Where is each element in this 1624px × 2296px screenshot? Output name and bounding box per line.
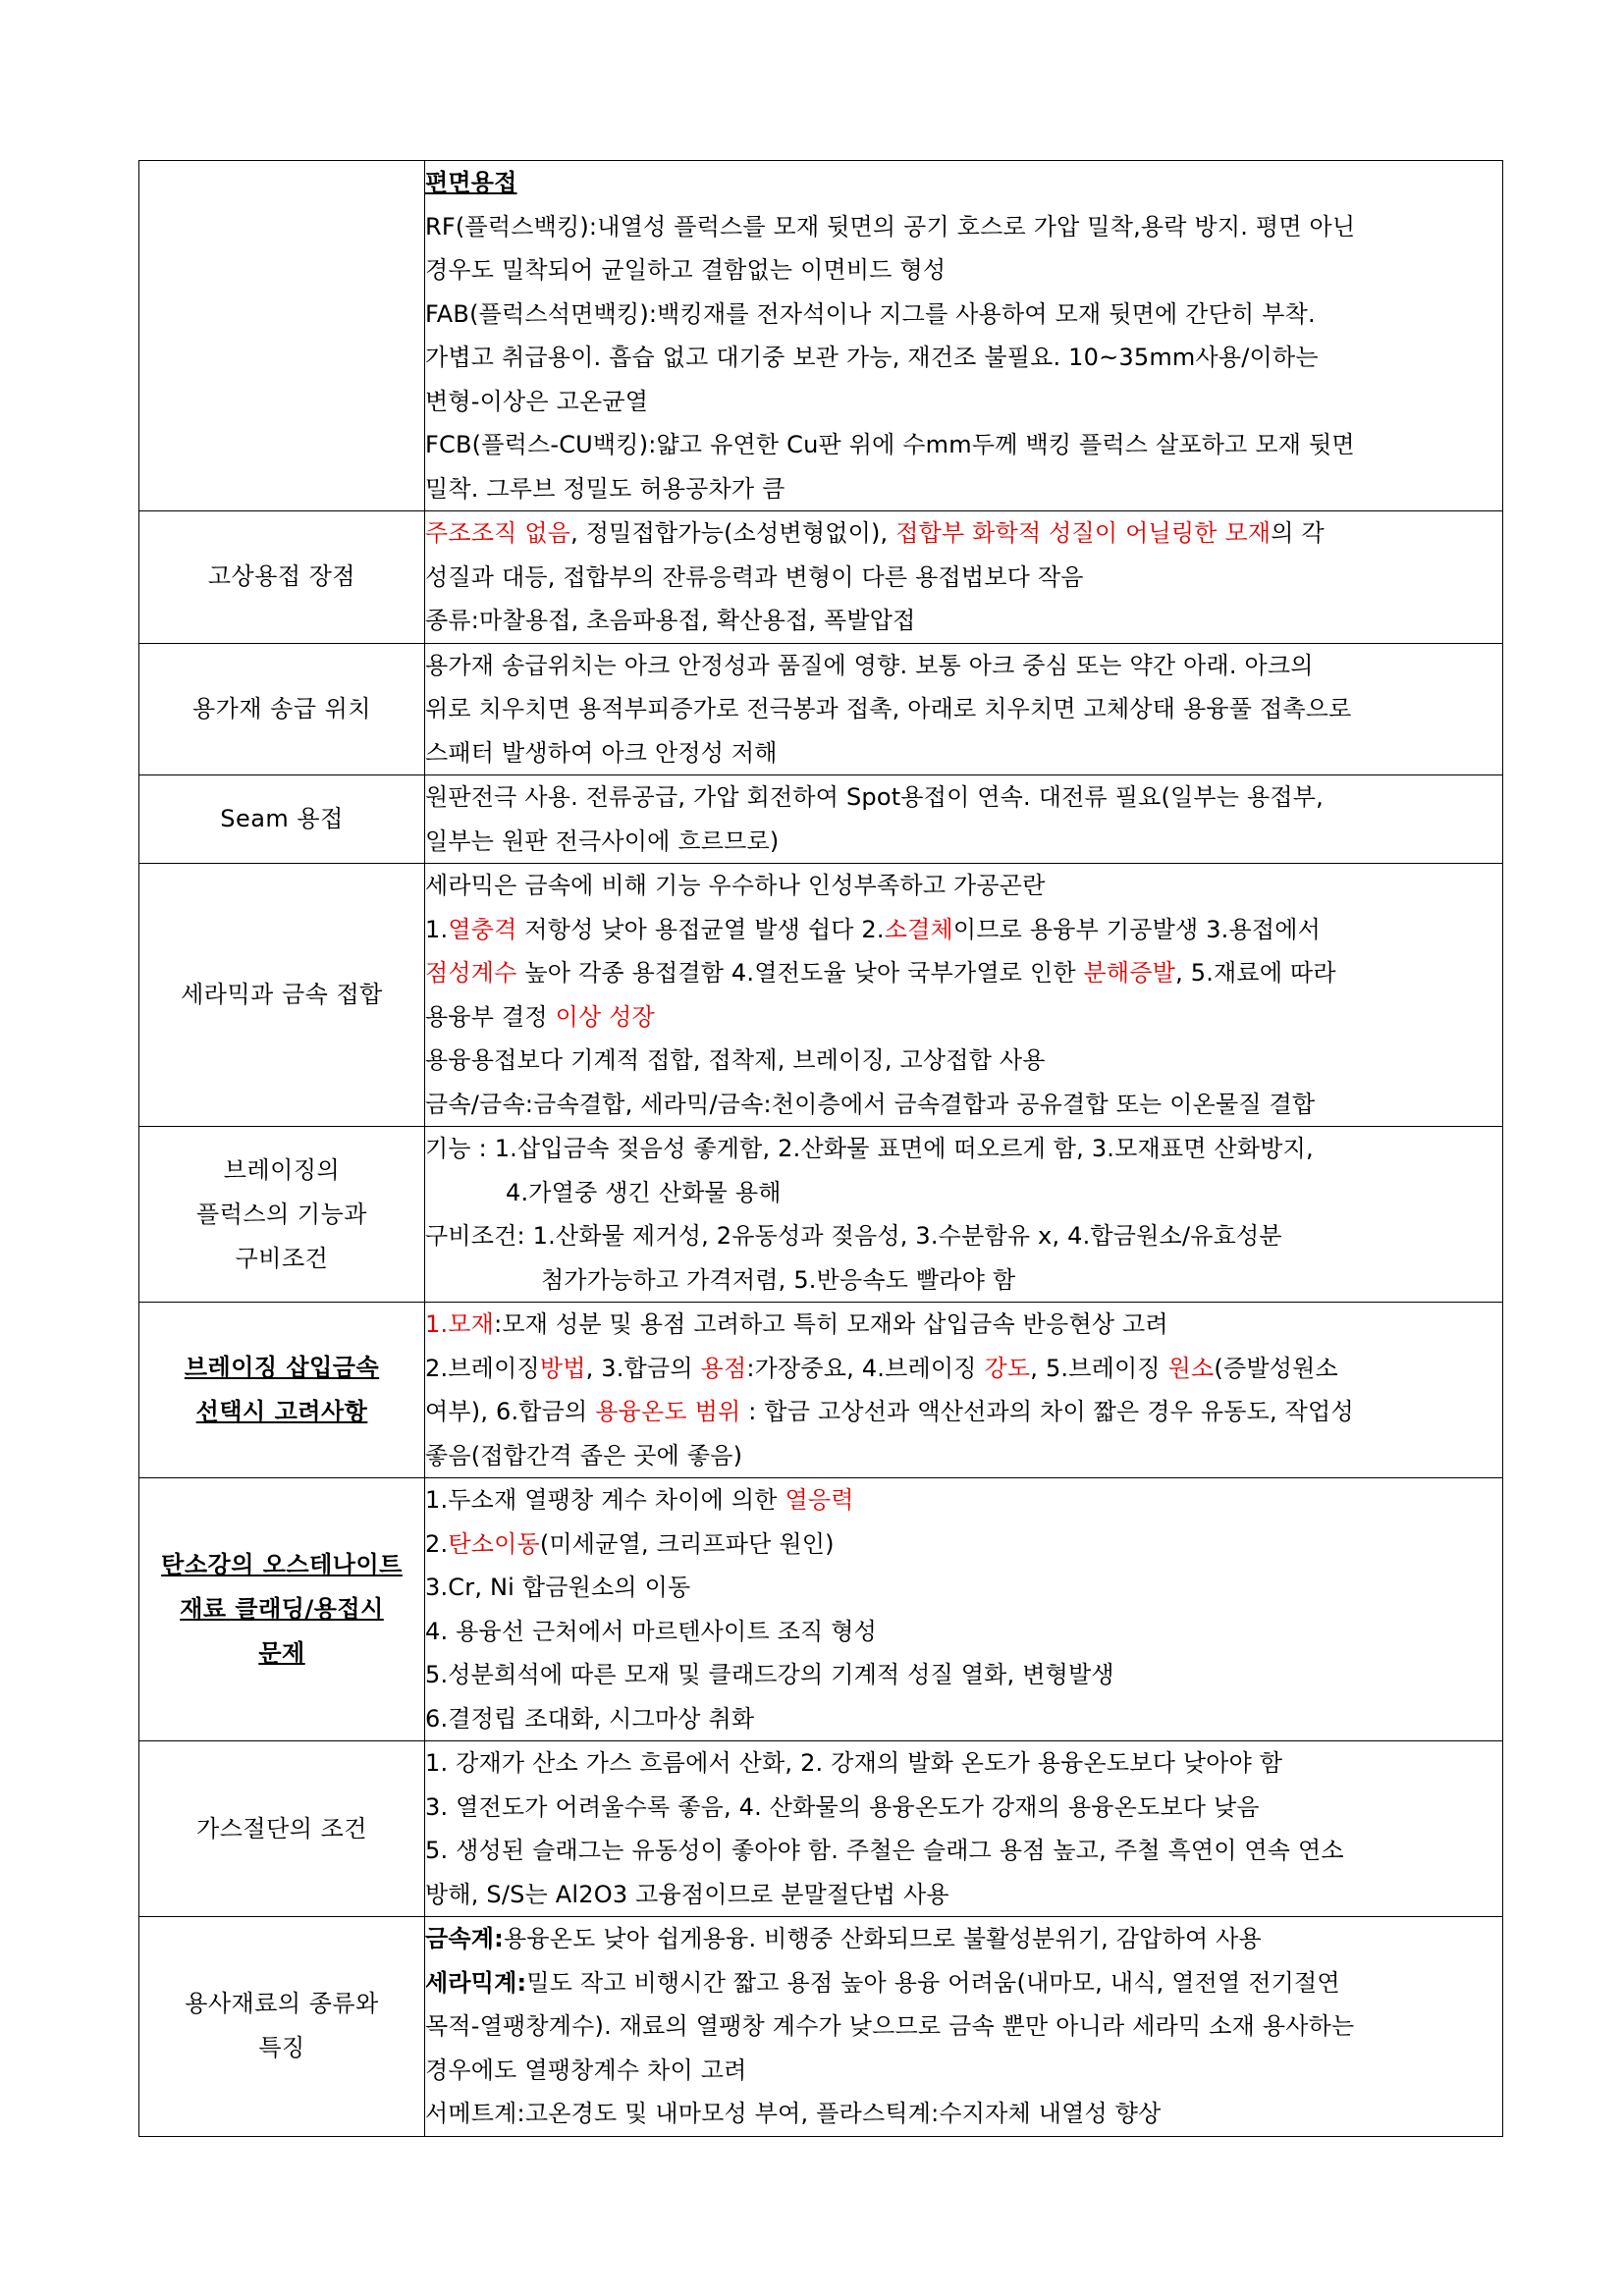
row-label <box>139 1346 424 1434</box>
content-line <box>425 161 1502 205</box>
text-span: 1.두소재 열팽창 계수 차이에 의한 <box>425 1486 785 1514</box>
table-row <box>139 1741 1503 1917</box>
row-content-cell <box>425 775 1503 864</box>
content-line <box>425 1653 1502 1697</box>
label-line: 특징 <box>258 2034 305 2062</box>
content-line <box>425 205 1502 249</box>
row-content-cell <box>425 643 1503 775</box>
row-label-cell <box>139 161 425 511</box>
table-row <box>139 1478 1503 1741</box>
row-content <box>425 1478 1502 1740</box>
text-span: 방해, S/S는 Al2O3 고융점이므로 분말절단법 사용 <box>425 1880 949 1908</box>
text-span: 용가재 송급위치는 아크 안정성과 품질에 영향. 보통 아크 중심 또는 약간 아래. 아크의 <box>425 651 1314 679</box>
label-line <box>139 1543 424 1587</box>
row-content-cell <box>425 1303 1503 1478</box>
text-span: , 5.브레이징 <box>1030 1354 1168 1382</box>
table-row <box>139 1303 1503 1478</box>
text-span: 높아 각종 용접결함 4.열전도율 낮아 국부가열로 인한 <box>516 959 1084 987</box>
text-span: 가볍고 취급용이. 흡습 없고 대기중 보관 가능, 재건조 불필요. 10~35mm사용/이하는 <box>425 344 1319 371</box>
row-label-cell <box>139 643 425 775</box>
content-line <box>425 1786 1502 1830</box>
text-span: 좋음(접합간격 좁은 곳에 좋음) <box>425 1441 743 1469</box>
content-line <box>425 1083 1502 1127</box>
content-line <box>425 1610 1502 1654</box>
row-label-cell <box>139 864 425 1127</box>
text-span: RF(플럭스백킹):내열성 플럭스를 모재 뒷면의 공기 호스로 가압 밀착,용락 방지. 평면 아닌 <box>425 212 1356 240</box>
content-line <box>425 423 1502 467</box>
text-span: 5.성분희석에 따른 모재 및 클래드강의 기계적 성질 열화, 변형발생 <box>425 1661 1114 1688</box>
row-content <box>425 1303 1502 1477</box>
table-row <box>139 161 1503 511</box>
text-span: , 3.합금의 <box>585 1354 701 1382</box>
content-line <box>425 731 1502 775</box>
row-label-cell <box>139 775 425 864</box>
label-text: 탄소강의 오스테나이트 <box>161 1551 403 1578</box>
text-span: 일부는 원판 전극사이에 흐르므로) <box>425 827 780 855</box>
text-span: 4. 용융선 근처에서 마르텐사이트 조직 형성 <box>425 1617 877 1645</box>
text-span: 용융온도 낮아 쉽게용융. 비행중 산화되므로 불활성분위기, 감압하여 사용 <box>503 1925 1262 1952</box>
text-span: 세라믹계: <box>425 1968 527 1997</box>
text-span: , 정밀접합가능(소성변형없이), <box>570 519 896 547</box>
label-line: 용사재료의 종류와 <box>185 1990 379 2018</box>
table-row <box>139 1127 1503 1303</box>
text-span: 위로 치우치면 용적부피증가로 전극봉과 접촉, 아래로 치우치면 고체상태 용융풀 접촉으로 <box>425 695 1352 722</box>
content-line <box>425 1522 1502 1567</box>
label-line: 구비조건 <box>235 1244 329 1272</box>
highlight-text: 강도 <box>984 1354 1031 1382</box>
row-label <box>139 1148 424 1281</box>
text-span: 종류:마찰용접, 초음파용접, 확산용접, 폭발압접 <box>425 607 916 634</box>
table-row <box>139 643 1503 775</box>
highlight-text: 원소 <box>1167 1354 1215 1382</box>
text-span: :가장중요, 4.브레이징 <box>746 1354 985 1382</box>
content-line <box>425 1566 1502 1610</box>
label-text: 브레이징 삽입금속 <box>184 1354 380 1381</box>
text-span: 2.브레이징 <box>425 1354 540 1382</box>
content-line <box>425 687 1502 731</box>
text-span: 의 각 <box>1271 519 1325 547</box>
highlight-text: 주조조직 없음 <box>425 519 571 547</box>
row-label <box>139 1543 424 1676</box>
text-span: 저항성 낮아 용접균열 발생 쉽다 2. <box>516 915 885 943</box>
content-line <box>425 1697 1502 1741</box>
text-span: 스패터 발생하여 아크 안정성 저해 <box>425 738 778 767</box>
text-span: 경우에도 열팽창계수 차이 고려 <box>425 2056 747 2084</box>
row-content <box>425 644 1502 775</box>
content-line <box>425 2049 1502 2093</box>
row-content-cell <box>425 161 1503 511</box>
text-span: 6.결정립 조대화, 시그마상 취화 <box>425 1704 755 1733</box>
label-line: Seam 용접 <box>220 805 344 832</box>
row-content-cell <box>425 1127 1503 1303</box>
text-span: 성질과 대등, 접합부의 잔류응력과 변형이 다른 용접법보다 작음 <box>425 562 1084 591</box>
text-span: 용융용접보다 기계적 접합, 접착제, 브레이징, 고상접합 사용 <box>425 1046 1046 1074</box>
text-span: FAB(플럭스석면백킹):백킹재를 전자석이나 지그를 사용하여 모재 뒷면에 간단히 부착. <box>425 299 1316 328</box>
text-span: FCB(플럭스-CU백킹):얇고 유연한 Cu판 위에 수mm두께 백킹 플럭스 살포하고 모재 뒷면 <box>425 431 1355 458</box>
content-line <box>425 1434 1502 1478</box>
content-line <box>425 1917 1502 1961</box>
highlight-text: 열응력 <box>785 1486 854 1514</box>
content-line <box>425 1303 1502 1347</box>
content-line <box>425 908 1502 952</box>
content-line <box>425 820 1502 864</box>
content-line <box>425 1478 1502 1522</box>
label-line: 브레이징의 <box>223 1155 341 1184</box>
label-text: 선택시 고려사항 <box>195 1398 368 1425</box>
content-line <box>425 599 1502 643</box>
label-text: 재료 클래딩/용접시 <box>180 1595 384 1623</box>
highlight-text: 열충격 <box>448 915 517 943</box>
content-table <box>138 160 1503 2137</box>
row-content <box>425 1917 1502 2136</box>
content-line <box>425 2004 1502 2049</box>
content-line <box>425 1039 1502 1083</box>
text-span: 밀도 작고 비행시간 짧고 용점 높아 용융 어려움(내마모, 내식, 열전열 전기절연 <box>526 1968 1340 1997</box>
label-line: 가스절단의 조건 <box>196 1814 367 1842</box>
row-label <box>139 555 424 599</box>
text-span: 밀착. 그루브 정밀도 허용공차가 큼 <box>425 474 785 503</box>
text-span: 세라믹은 금속에 비해 기능 우수하나 인성부족하고 가공곤란 <box>425 872 1046 899</box>
highlight-text: 접합부 화학적 성질이 어닐링한 모재 <box>895 519 1272 547</box>
row-content <box>425 161 1502 510</box>
highlight-text: 용점 <box>700 1354 747 1382</box>
text-span: : 합금 고상선과 액산선과의 차이 짧은 경우 유동도, 작업성 <box>740 1398 1354 1425</box>
text-span: 구비조건: 1.산화물 제거성, 2유동성과 젖음성, 3.수분함유 x, 4.합금원소/유효성분 <box>425 1222 1282 1250</box>
text-span: 3. 열전도가 어려울수록 좋음, 4. 산화물의 용융온도가 강재의 용융온도보다 낮음 <box>425 1792 1260 1821</box>
label-line <box>139 1631 424 1676</box>
text-span: 경우도 밀착되어 균일하고 결함없는 이면비드 형성 <box>425 256 947 284</box>
text-span: 기능 : 1.삽입금속 젖음성 좋게함, 2.산화물 표면에 떠오르게 함, 3.모재표면 산화방지, <box>425 1135 1314 1162</box>
row-label <box>139 1982 424 2070</box>
label-line <box>139 1346 424 1390</box>
highlight-text: 1.모재 <box>425 1310 495 1338</box>
table-row <box>139 1917 1503 2137</box>
content-line <box>425 1961 1502 2005</box>
table-row <box>139 511 1503 644</box>
row-label <box>139 1807 424 1851</box>
row-label-cell <box>139 511 425 644</box>
highlight-text: 소결체 <box>884 915 953 943</box>
label-line <box>139 1390 424 1434</box>
row-content-cell <box>425 1478 1503 1741</box>
label-line: 고상용접 장점 <box>207 562 356 591</box>
row-label-cell <box>139 1303 425 1478</box>
text-span: 용융부 결정 <box>425 1002 556 1031</box>
row-content-cell <box>425 864 1503 1127</box>
row-content <box>425 775 1502 863</box>
content-line <box>425 864 1502 908</box>
content-line <box>425 995 1502 1040</box>
text-span: 목적-열팽창계수). 재료의 열팽창 계수가 낮으므로 금속 뿐만 아니라 세라믹 소재 용사하는 <box>425 2012 1355 2040</box>
label-line <box>139 1587 424 1631</box>
row-label-cell <box>139 1917 425 2137</box>
content-line <box>425 1873 1502 1917</box>
highlight-text: 방법 <box>539 1354 586 1382</box>
content-line <box>425 511 1502 556</box>
text-span: 4.가열중 생긴 산화물 용해 <box>506 1178 782 1206</box>
text-span: , 5.재료에 따라 <box>1175 959 1336 987</box>
label-text: 문제 <box>258 1639 305 1667</box>
highlight-text: 이상 성장 <box>555 1002 655 1031</box>
text-span: 1. <box>425 915 449 943</box>
content-line <box>425 556 1502 600</box>
row-label <box>139 687 424 731</box>
label-line: 용가재 송급 위치 <box>191 694 372 722</box>
highlight-text: 점성계수 <box>425 959 517 987</box>
content-line <box>425 775 1502 820</box>
text-span: 3.Cr, Ni 합금원소의 이동 <box>425 1574 691 1601</box>
table-row <box>139 775 1503 864</box>
text-span: 금속계: <box>425 1925 504 1952</box>
content-line <box>425 1171 1502 1215</box>
content-line <box>425 467 1502 511</box>
text-span: (증발성원소 <box>1214 1354 1338 1382</box>
row-content <box>425 1127 1502 1302</box>
text-span: 여부), 6.합금의 <box>425 1398 596 1425</box>
row-label <box>139 797 424 841</box>
content-line <box>425 336 1502 380</box>
content-line <box>425 1390 1502 1434</box>
row-content-cell <box>425 1741 1503 1917</box>
text-span: 첨가가능하고 가격저렴, 5.반응속도 빨라야 함 <box>541 1265 1016 1294</box>
text-span: 1. 강재가 산소 가스 흐름에서 산화, 2. 강재의 발화 온도가 용융온도보다 낮아야 함 <box>425 1749 1283 1777</box>
text-span: 서메트계:고온경도 및 내마모성 부여, 플라스틱계:수지자체 내열성 향상 <box>425 2100 1162 2127</box>
label-line: 세라믹과 금속 접합 <box>181 981 383 1008</box>
content-line <box>425 644 1502 688</box>
text-span: 변형-이상은 고온균열 <box>425 387 649 415</box>
row-label <box>139 973 424 1017</box>
content-line <box>425 1347 1502 1391</box>
text-span: 2. <box>425 1529 449 1558</box>
content-line <box>425 248 1502 293</box>
content-line <box>425 293 1502 337</box>
text-span: 편면용접 <box>425 169 517 196</box>
row-content-cell <box>425 1917 1503 2137</box>
text-span: 5. 생성된 슬래그는 유동성이 좋아야 함. 주철은 슬래그 용점 높고, 주철 흑연이 연속 연소 <box>425 1837 1344 1864</box>
highlight-text: 탄소이동 <box>448 1529 540 1558</box>
text-span: (미세균열, 크리프파단 원인) <box>539 1529 835 1558</box>
row-content <box>425 864 1502 1126</box>
row-content <box>425 511 1502 643</box>
content-line <box>425 380 1502 424</box>
highlight-text: 분해증발 <box>1083 959 1176 987</box>
table-row <box>139 864 1503 1127</box>
content-line <box>425 1258 1502 1303</box>
label-line: 플럭스의 기능과 <box>196 1200 367 1228</box>
content-line <box>425 1127 1502 1171</box>
row-label-cell <box>139 1127 425 1303</box>
content-line <box>425 2092 1502 2136</box>
text-span: 이므로 용융부 기공발생 3.용접에서 <box>952 915 1322 943</box>
row-content <box>425 1741 1502 1916</box>
text-span: 원판전극 사용. 전류공급, 가압 회전하여 Spot용접이 연속. 대전류 필요(일부는 용접부, <box>425 783 1324 811</box>
row-label-cell <box>139 1741 425 1917</box>
row-label-cell <box>139 1478 425 1741</box>
text-span: 금속/금속:금속결합, 세라믹/금속:천이층에서 금속결합과 공유결합 또는 이온물질 결합 <box>425 1090 1316 1118</box>
text-span: :모재 성분 및 용점 고려하고 특히 모재와 삽입금속 반응현상 고려 <box>494 1310 1168 1338</box>
content-line <box>425 1741 1502 1786</box>
content-line <box>425 1214 1502 1258</box>
highlight-text: 용융온도 범위 <box>595 1398 741 1425</box>
content-line <box>425 951 1502 995</box>
row-content-cell <box>425 511 1503 644</box>
content-line <box>425 1829 1502 1873</box>
